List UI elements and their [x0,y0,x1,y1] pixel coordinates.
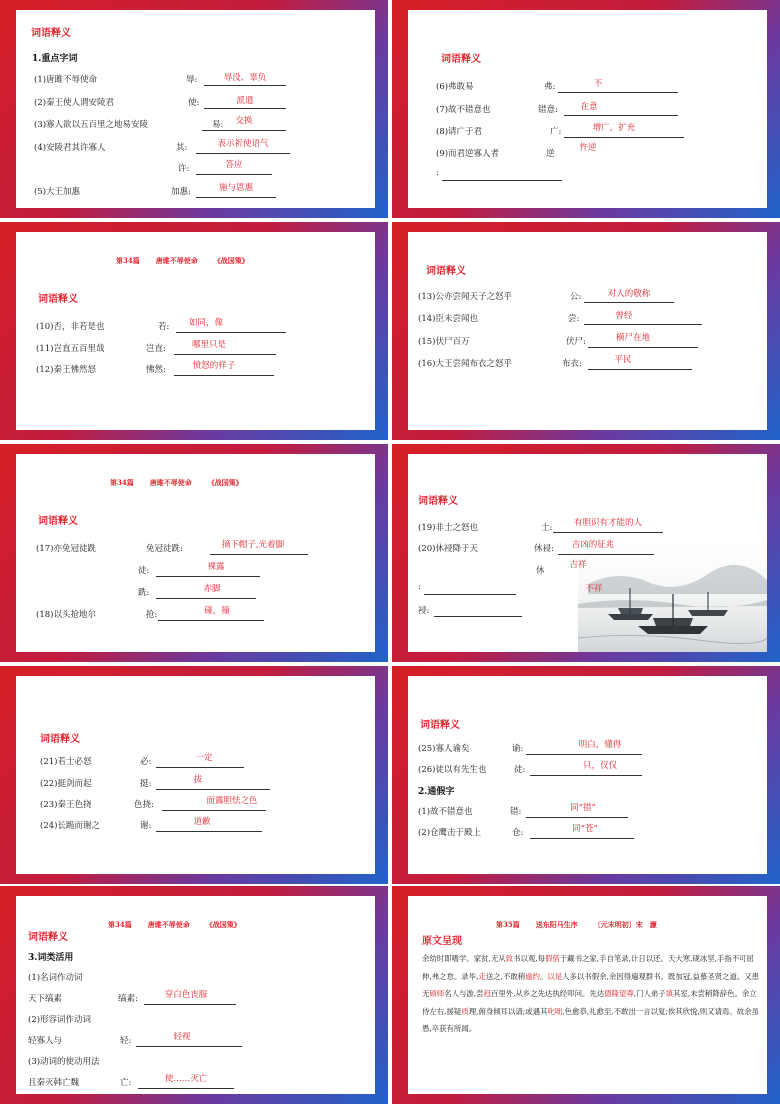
answer: 吉凶的征兆 [571,540,615,550]
highlighted-word: 走 [478,971,486,981]
answer: 增广，扩充 [592,123,636,133]
answer: 交换 [235,116,253,126]
keyword: 抢: [146,610,158,620]
keyword: 必: [140,757,152,767]
slide-7-heading: 词语释义 [40,734,80,745]
text-run: 其室,未尝稍降辞色。余立侍左右,援疑 [422,989,757,1016]
slide-7[interactable] [0,666,388,884]
question: (14)臣未尝闻也 [418,314,478,324]
keyword: 徒: [138,566,150,576]
example: 轻寡人与 [28,1036,63,1046]
slide-4[interactable] [392,222,780,440]
text-run: 名人与游,尝 [444,989,484,998]
question: (24)长跪而谢之 [40,821,100,831]
text-run: 百里外,从乡之先达执经叩问。先达 [490,989,605,998]
blank-label: : [418,582,421,592]
chapter-number: 第34篇 [116,256,140,265]
text-run: 送之,不敢稍 [485,971,526,981]
question: (26)徒以有先生也 [418,765,487,775]
section-title: 2.通假字 [418,787,455,797]
chapter-title: 唐雎不辱使命 [155,256,198,265]
answer: 吉祥 [569,560,587,570]
keyword: 士: [541,523,553,533]
keyword: 辱: [186,75,198,85]
question: (11)岂直五百里哉 [36,344,105,354]
slide-5[interactable] [0,444,388,662]
answer: 答应 [225,160,243,170]
highlighted-word: 德隆望尊 [604,989,634,998]
question: (19)非士之怒也 [418,523,478,533]
answer: 同“苍” [572,824,598,834]
answer: 摘下帽子,光着脚 [221,540,285,550]
answer-blank [424,581,516,595]
chapter-source: 《战国策》 [213,256,249,265]
question: (12)秦王怫然怒 [36,365,96,375]
question: (6)弗敢易 [436,82,474,92]
example: 天下缟素 [28,994,63,1004]
keyword: 使: [188,98,200,108]
keyword: 跣: [138,588,150,598]
question: (18)以头抢地尔 [36,610,96,620]
answer: 道歉 [193,817,211,827]
keyword: 广: [550,127,562,137]
slide-10-content [408,896,767,1094]
slide-8-content [408,676,767,874]
slide-1-heading: 词语释义 [31,28,71,39]
original-text-paragraph [422,950,762,1038]
keyword: 挺: [140,779,152,789]
text-run: 书以观,每 [513,954,545,963]
slide-header [116,256,265,266]
keyword: 若: [158,322,170,332]
slide-header [108,920,257,930]
blank-label: : [436,168,439,178]
answer: 同“措” [570,803,596,813]
text-run: ,色愈恭,礼愈至,不敢出一言以复;俟其欣悦,则又请焉。故余虽愚,卒获有所闻。 [422,1006,759,1033]
answer: 辱没、辜负 [223,73,267,83]
question: (1)唐雎不辱使命 [34,75,98,85]
text-run: 余幼时即嗜学。家贫,无从 [422,954,506,963]
keyword: 布衣: [562,359,582,369]
keyword: 公: [570,292,582,302]
question: (13)公亦尝闻天子之怒乎 [418,292,512,302]
section-title: 1.重点字词 [32,54,78,64]
highlighted-word: 逾约 [525,971,540,981]
keyword: 缟素: [118,994,138,1004]
question: (23)秦王色挠 [40,800,92,810]
answer: 曾经 [615,311,633,321]
slide-3-heading: 词语释义 [38,294,78,305]
highlighted-word: 以是 [547,971,563,981]
answer: 裸露 [207,562,225,572]
text-run: 。 [539,971,548,981]
keyword: 休祲: [534,544,554,554]
category-label: (3)动词的使动用法 [28,1057,100,1067]
slide-header [496,920,673,930]
slide-6-heading: 词语释义 [418,496,458,507]
question: (4)安陵君其许寡人 [34,143,106,153]
slide-4-heading: 词语释义 [426,266,466,277]
keyword: 谕: [512,744,524,754]
slide-7-content [16,676,375,874]
question: (25)寡人谕矣 [418,744,470,754]
keyword: 错: [510,807,522,817]
slide-4-content [408,232,767,430]
chapter-number: 第35篇 [496,920,520,929]
slide-8[interactable] [392,666,780,884]
highlighted-word: 质 [461,1006,469,1016]
keyword: 休 [536,566,545,576]
keyword: 其: [176,143,188,153]
answer: 有胆识有才能的人 [573,518,642,528]
text-run: 理,俯身倾耳以请;或遇其 [468,1006,548,1016]
answer: 不 [593,79,603,89]
slide-1[interactable] [0,0,388,218]
answer: 只，仅仅 [582,761,617,771]
keyword: 许: [178,164,190,174]
text-run: ,门人弟子 [633,989,666,998]
category-label: (2)形容词作动词 [28,1015,92,1025]
answer: 派遣 [236,96,254,106]
question: (21)若士必怒 [40,757,92,767]
slide-1-content [16,10,375,208]
answer: 平民 [614,355,632,365]
answer: 哪里只是 [191,340,226,350]
keyword: 岂直: [146,344,166,354]
question: (22)挺剑而起 [40,779,92,789]
chapter-source: 《战国策》 [205,920,241,929]
highlighted-word: 叱咄 [547,1006,563,1016]
slide-10-heading: 原文呈现 [422,936,462,947]
keyword: 轻: [120,1036,132,1046]
keyword: 亡: [120,1078,132,1088]
slide-9-content [16,896,375,1094]
category-label: (1)名词作动词 [28,973,83,983]
answer: 一定 [195,753,213,763]
highlighted-word: 趋 [483,989,491,998]
keyword: 怫然: [146,365,166,375]
chapter-title: 送东阳马生序 [535,920,578,929]
keyword: 弗: [544,82,556,92]
answer: 使……灭亡 [164,1074,208,1084]
answer: 轻视 [173,1032,191,1042]
text-run: 人多以书假余,余因得遍观群书。既加冠,益慕圣贤之道。又患无 [422,971,760,998]
slide-2-content [408,10,767,208]
slide-2[interactable] [392,0,780,218]
keyword: 祲: [418,606,430,616]
question: (5)大王加惠 [34,187,81,197]
chapter-title: 唐雎不辱使命 [149,478,192,487]
slide-header [110,478,259,488]
question: (2)仓鹰击于殿上 [418,828,482,838]
keyword: 仓: [512,828,524,838]
answer: 拔 [193,775,203,785]
highlighted-word: 硕师 [429,989,445,998]
section-title: 3.词类活用 [28,953,74,963]
question: (17)亦免冠徒跣 [36,544,96,554]
answer: 穿白色丧服 [164,990,208,1000]
text-run: 于藏书之家,手自笔录,计日以还。天大寒,砚冰坚,手指不可屈伸,弗之怠。录毕, [422,954,754,981]
highlighted-word: 假借 [544,954,560,963]
slide-9-heading: 词语释义 [28,932,68,943]
question: (20)休祲降于天 [418,544,478,554]
answer: 赤脚 [203,584,221,594]
chapter-title: 唐雎不辱使命 [147,920,190,929]
keyword: 错意: [538,105,558,115]
keyword: 易: [212,120,224,130]
chapter-number: 第34篇 [108,920,132,929]
example: 且秦灭韩亡魏 [28,1078,80,1088]
slide-9[interactable] [0,886,388,1104]
question: (3)寡人欲以五百里之地易安陵 [34,120,149,130]
question: (1)故不错意也 [418,807,473,817]
keyword: 逆 [546,149,555,159]
highlighted-word: 致 [505,954,514,963]
answer: 愤怒的样子 [192,361,236,371]
keyword: 尝: [568,314,580,324]
keyword: 徒: [514,765,526,775]
answer: 如同，像 [188,318,223,328]
question: (15)伏尸百万 [418,337,470,347]
answer: 忤逆 [579,143,597,153]
answer-blank [434,603,522,617]
answer: 不祥 [585,584,603,594]
question: (9)而君逆寡人者 [436,149,500,159]
slide-10[interactable] [392,886,780,1104]
keyword: 免冠徒跣: [146,544,183,554]
slide-5-content [16,454,375,652]
keyword: 色挠: [134,800,154,810]
answer: 对人的敬称 [607,289,651,299]
slide-3-content [16,232,375,430]
chapter-number: 第34篇 [110,478,134,487]
chapter-source: 《战国策》 [207,478,243,487]
slide-2-heading: 词语释义 [441,54,481,65]
slide-8-heading: 词语释义 [420,720,460,731]
answer: 表示祈使语气 [217,139,269,149]
slide-3[interactable] [0,222,388,440]
answer: 施与恩惠 [218,183,253,193]
question: (2)秦王使人谓安陵君 [34,98,115,108]
question: (16)大王尝闻布衣之怒乎 [418,359,512,369]
answer-blank [442,167,562,181]
question: (7)故不错意也 [436,105,491,115]
chapter-source: 〔元末明初〕宋 濂 [593,920,657,929]
answer: 碰，撞 [204,606,230,616]
slide-6[interactable] [392,444,780,662]
slide-5-heading: 词语释义 [38,516,78,527]
question: (10)否，非若是也 [36,322,105,332]
highlighted-word: 填 [665,989,674,998]
answer: 面露胆怯之色 [206,796,258,806]
question: (8)请广于君 [436,127,483,137]
answer: 横尸在地 [615,333,650,343]
keyword: 加惠: [171,187,191,197]
keyword: 伏尸: [566,337,586,347]
answer: 在意 [580,102,598,112]
slide-6-content [408,454,767,652]
answer: 明白，懂得 [578,740,622,750]
keyword: 谢: [140,821,152,831]
